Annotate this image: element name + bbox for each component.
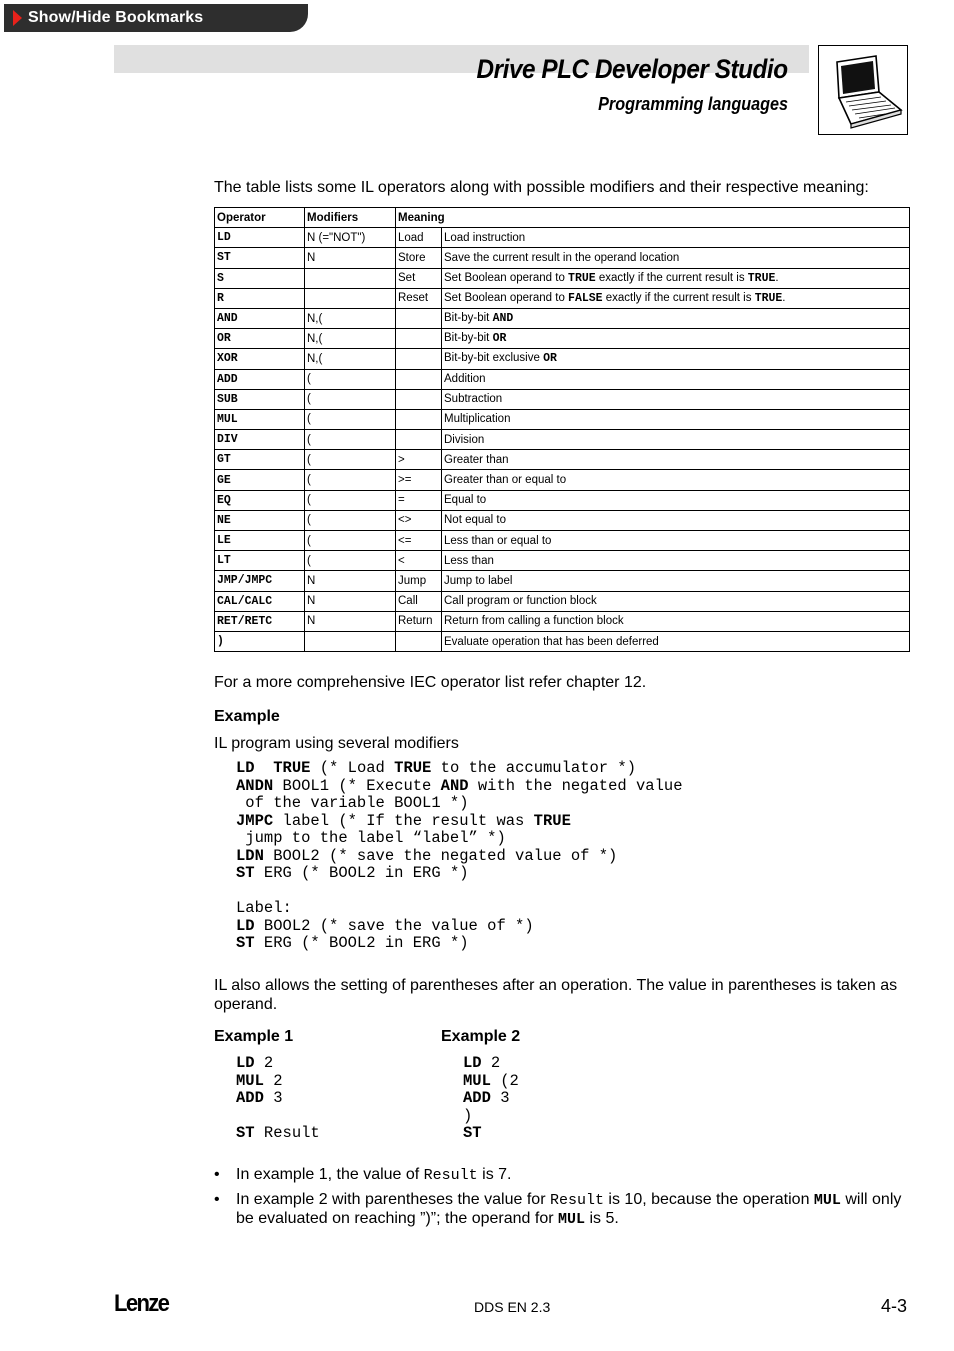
operator-cell: CAL/CALC <box>215 591 305 611</box>
meaning-description-cell: Save the current result in the operand location <box>442 248 910 268</box>
operator-cell: MUL <box>215 409 305 429</box>
modifiers-cell: N,( <box>305 329 396 349</box>
table-row <box>215 349 910 369</box>
meaning-short-cell: Set <box>396 268 442 288</box>
modifiers-cell: ( <box>305 430 396 450</box>
example-heading: Example <box>214 708 280 725</box>
operator-cell: LE <box>215 531 305 551</box>
table-row <box>215 329 910 349</box>
meaning-description-cell: Set Boolean operand to FALSE exactly if the current result is TRUE. <box>442 288 910 308</box>
example1-heading: Example 1 <box>214 1028 294 1045</box>
table-row <box>215 551 910 571</box>
table-row <box>215 571 910 591</box>
header-operator: Operator <box>215 208 305 228</box>
table-row <box>215 268 910 288</box>
meaning-description-cell: Return from calling a function block <box>442 611 910 631</box>
operators-table <box>214 207 910 652</box>
page-title: Drive PLC Developer Studio <box>476 54 788 84</box>
operator-cell: AND <box>215 308 305 328</box>
table-row <box>215 531 910 551</box>
meaning-description-cell: Division <box>442 430 910 450</box>
meaning-description-cell: Bit-by-bit exclusive OR <box>442 349 910 369</box>
operator-cell: S <box>215 268 305 288</box>
meaning-short-cell <box>396 389 442 409</box>
modifiers-cell: ( <box>305 369 396 389</box>
table-row <box>215 308 910 328</box>
meaning-description-cell: Equal to <box>442 490 910 510</box>
meaning-description-cell: Greater than or equal to <box>442 470 910 490</box>
bullet-dot-icon: • <box>214 1166 220 1183</box>
meaning-description-cell: Call program or function block <box>442 591 910 611</box>
operator-cell: GT <box>215 450 305 470</box>
meaning-short-cell: >= <box>396 470 442 490</box>
page-subtitle: Programming languages <box>598 94 788 114</box>
modifiers-cell: N (="NOT") <box>305 228 396 248</box>
operator-cell: XOR <box>215 349 305 369</box>
meaning-description-cell: Less than <box>442 551 910 571</box>
operator-cell: GE <box>215 470 305 490</box>
meaning-description-cell: Subtraction <box>442 389 910 409</box>
bookmarks-label: Show/Hide Bookmarks <box>28 9 204 26</box>
table-row <box>215 369 910 389</box>
header-meaning: Meaning <box>396 208 910 228</box>
modifiers-cell <box>305 268 396 288</box>
meaning-short-cell <box>396 430 442 450</box>
meaning-short-cell: <= <box>396 531 442 551</box>
table-row <box>215 470 910 490</box>
meaning-short-cell: < <box>396 551 442 571</box>
table-row <box>215 631 910 651</box>
meaning-description-cell: Addition <box>442 369 910 389</box>
modifiers-cell: ( <box>305 470 396 490</box>
table-row <box>215 450 910 470</box>
meaning-short-cell: Jump <box>396 571 442 591</box>
operator-cell: EQ <box>215 490 305 510</box>
operator-cell: DIV <box>215 430 305 450</box>
meaning-short-cell: Return <box>396 611 442 631</box>
more-info-text: For a more comprehensive IEC operator list refer chapter 12. <box>214 674 647 691</box>
table-row <box>215 248 910 268</box>
parentheses-text: IL also allows the setting of parentheses after an operation. The value in parentheses is taken as operand. <box>214 977 898 1013</box>
modifiers-cell: ( <box>305 531 396 551</box>
meaning-short-cell <box>396 308 442 328</box>
document-id: DDS EN 2.3 <box>474 1299 551 1315</box>
meaning-short-cell: Call <box>396 591 442 611</box>
example1-code: LD 2 MUL 2 ADD 3 ST Result <box>236 1054 320 1142</box>
header-modifiers: Modifiers <box>305 208 396 228</box>
example2-code: LD 2 MUL (2 ADD 3 ) ST <box>463 1054 519 1142</box>
operator-cell: RET/RETC <box>215 611 305 631</box>
meaning-short-cell: Load <box>396 228 442 248</box>
modifiers-cell: ( <box>305 510 396 530</box>
meaning-short-cell <box>396 349 442 369</box>
meaning-short-cell <box>396 329 442 349</box>
modifiers-cell: ( <box>305 551 396 571</box>
meaning-description-cell: Greater than <box>442 450 910 470</box>
operator-cell: SUB <box>215 389 305 409</box>
operator-cell: LT <box>215 551 305 571</box>
meaning-description-cell: Load instruction <box>442 228 910 248</box>
meaning-short-cell: > <box>396 450 442 470</box>
operator-cell: LD <box>215 228 305 248</box>
modifiers-cell: N <box>305 571 396 591</box>
modifiers-cell: ( <box>305 450 396 470</box>
operator-cell: R <box>215 288 305 308</box>
bullet-text: In example 2 with parentheses the value for Result is 10, because the operation MUL will only be evaluated on reaching ”)”; the operand for MUL is 5. <box>236 1191 902 1228</box>
operator-cell: OR <box>215 329 305 349</box>
page-number: 4-3 <box>881 1296 908 1316</box>
meaning-description-cell: Not equal to <box>442 510 910 530</box>
modifiers-cell: N,( <box>305 308 396 328</box>
meaning-description-cell: Less than or equal to <box>442 531 910 551</box>
meaning-short-cell: = <box>396 490 442 510</box>
table-row <box>215 430 910 450</box>
modifiers-cell <box>305 631 396 651</box>
meaning-short-cell: Reset <box>396 288 442 308</box>
operator-cell: JMP/JMPC <box>215 571 305 591</box>
modifiers-cell: ( <box>305 389 396 409</box>
example2-heading: Example 2 <box>441 1028 521 1045</box>
bullet-dot-icon: • <box>214 1191 220 1208</box>
modifiers-cell: N <box>305 248 396 268</box>
modifiers-cell <box>305 288 396 308</box>
triangle-right-icon <box>13 10 22 26</box>
modifiers-cell: ( <box>305 409 396 429</box>
meaning-description-cell: Bit-by-bit AND <box>442 308 910 328</box>
meaning-short-cell <box>396 631 442 651</box>
table-row <box>215 389 910 409</box>
table-row <box>215 288 910 308</box>
intro-text: The table lists some IL operators along with possible modifiers and their respective meaning: <box>214 179 869 196</box>
table-row <box>215 490 910 510</box>
example-code: LD TRUE (* Load TRUE to the accumulator *) ANDN BOOL1 (* Execute AND with the negated value of the variable BOOL1 *) JMPC label (* If the result was TRUE jump to the label “label” *) LDN BOOL2 (* save the negated value of *) ST ERG (* BOOL2 in ERG *) Label: LD BOOL2 (* save the value of *) ST ERG (* BOOL2 in ERG *) <box>236 759 683 952</box>
table-row <box>215 611 910 631</box>
meaning-short-cell <box>396 369 442 389</box>
meaning-description-cell: Evaluate operation that has been deferred <box>442 631 910 651</box>
table-row <box>215 591 910 611</box>
laptop-icon <box>818 45 908 135</box>
meaning-description-cell: Set Boolean operand to TRUE exactly if the current result is TRUE. <box>442 268 910 288</box>
lenze-logo: Lenze <box>114 1290 169 1317</box>
meaning-short-cell: <> <box>396 510 442 530</box>
show-hide-bookmarks-button[interactable] <box>4 4 308 32</box>
modifiers-cell: N,( <box>305 349 396 369</box>
operator-cell: ) <box>215 631 305 651</box>
table-row <box>215 228 910 248</box>
modifiers-cell: N <box>305 611 396 631</box>
meaning-description-cell: Bit-by-bit OR <box>442 329 910 349</box>
meaning-short-cell <box>396 409 442 429</box>
example-description: IL program using several modifiers <box>214 735 459 752</box>
table-header-row <box>215 208 910 228</box>
table-row <box>215 409 910 429</box>
operator-cell: ST <box>215 248 305 268</box>
meaning-description-cell: Multiplication <box>442 409 910 429</box>
modifiers-cell: ( <box>305 490 396 510</box>
bullet-text: In example 1, the value of Result is 7. <box>236 1166 512 1184</box>
modifiers-cell: N <box>305 591 396 611</box>
meaning-short-cell: Store <box>396 248 442 268</box>
operator-cell: NE <box>215 510 305 530</box>
meaning-description-cell: Jump to label <box>442 571 910 591</box>
operator-cell: ADD <box>215 369 305 389</box>
table-row <box>215 510 910 530</box>
